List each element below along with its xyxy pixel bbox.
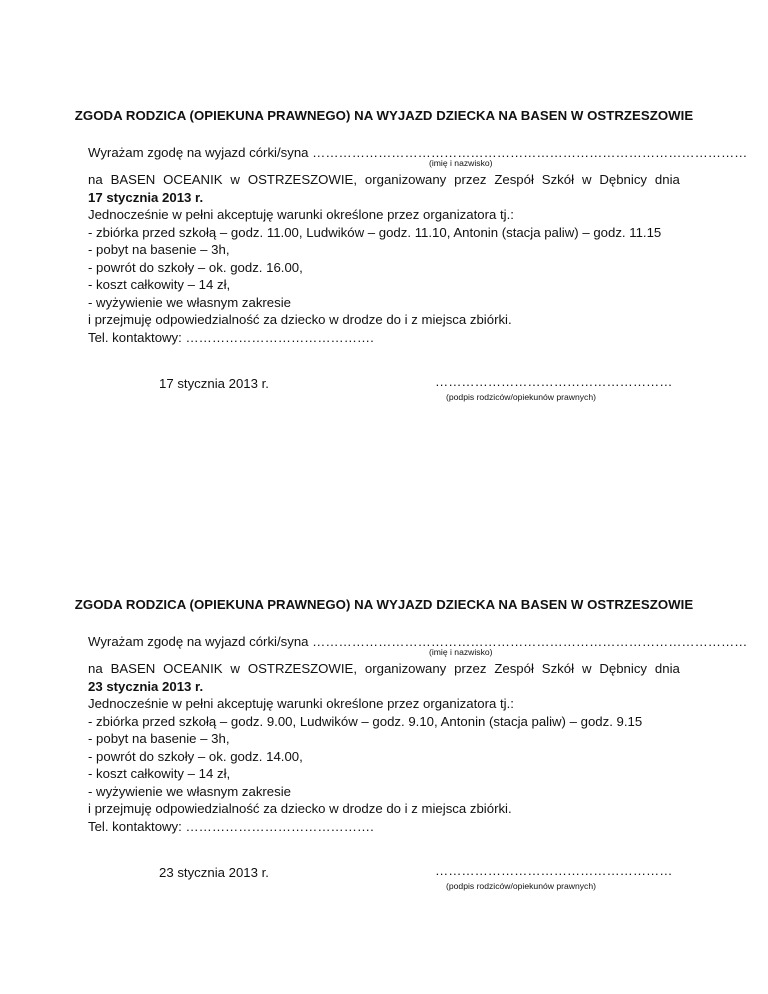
tel-line [88, 818, 680, 836]
consent-label: Wyrażam zgodę na wyjazd córki/syna [88, 145, 313, 160]
place-word: BASEN [110, 661, 156, 676]
tel-field[interactable]: ……………………………………. [185, 819, 374, 834]
name-caption: (imię i nazwisko) [429, 158, 493, 168]
condition-item: - powrót do szkoły – ok. godz. 16.00, [88, 259, 303, 275]
child-name-field[interactable]: ……………………………………………………………………………………… [312, 145, 748, 160]
condition-item: - pobyt na basenie – 3h, [88, 242, 230, 257]
place-line [88, 171, 680, 189]
tel-line [88, 329, 680, 347]
tel-field[interactable]: ……………………………………. [185, 330, 374, 345]
responsibility-line: i przejmuję odpowiedzialność za dziecko w drodze do i z miejsca zbiórki. [88, 801, 512, 816]
place-word: dnia [654, 172, 680, 187]
place-word: OSTRZESZOWIE, [247, 661, 358, 676]
place-word: przez [454, 172, 487, 187]
form-title: ZGODA RODZICA (OPIEKUNA PRAWNEGO) NA WYJAZD DZIECKA NA BASEN W OSTRZESZOWIE [74, 597, 694, 612]
condition-item: - zbiórka przed szkołą – godz. 11.00, Ludwików – godz. 11.10, Antonin (stacja paliw) – godz. 11.15 [88, 224, 662, 240]
place-line [88, 660, 680, 678]
child-name-field[interactable]: ……………………………………………………………………………………… [312, 634, 748, 649]
condition-item: - wyżywienie we własnym zakresie [88, 783, 291, 799]
place-word: Dębnicy [599, 661, 648, 676]
place-word: w [581, 661, 592, 676]
form-body [88, 660, 680, 818]
place-word: organizowany [364, 172, 447, 187]
name-caption: (imię i nazwisko) [429, 647, 493, 657]
condition-item: - koszt całkowity – 14 zł, [88, 277, 231, 292]
place-word: OCEANIK [163, 661, 223, 676]
place-word: dnia [654, 661, 680, 676]
tel-label: Tel. kontaktowy: [88, 330, 186, 345]
condition-item: - pobyt na basenie – 3h, [88, 731, 230, 746]
condition-item: - wyżywienie we własnym zakresie [88, 294, 291, 310]
accept-line: Jednocześnie w pełni akceptuję warunki określone przez organizatora tj.: [88, 696, 514, 711]
consent-line [88, 633, 748, 651]
signature-caption: (podpis rodziców/opiekunów prawnych) [446, 881, 596, 891]
form-body [88, 171, 680, 329]
place-word: w [230, 172, 240, 187]
place-word: w [581, 172, 592, 187]
place-word: w [230, 661, 240, 676]
place-word: przez [454, 661, 487, 676]
sign-date: 23 stycznia 2013 r. [159, 865, 269, 880]
consent-label: Wyrażam zgodę na wyjazd córki/syna [88, 634, 313, 649]
place-word: Zespół [494, 172, 534, 187]
form-title: ZGODA RODZICA (OPIEKUNA PRAWNEGO) NA WYJAZD DZIECKA NA BASEN W OSTRZESZOWIE [74, 108, 694, 123]
place-word: OSTRZESZOWIE, [247, 172, 358, 187]
place-word: Dębnicy [599, 172, 648, 187]
condition-item: - zbiórka przed szkołą – godz. 9.00, Ludwików – godz. 9.10, Antonin (stacja paliw) – godz. 9.15 [88, 713, 643, 729]
accept-line: Jednocześnie w pełni akceptuję warunki określone przez organizatora tj.: [88, 207, 514, 222]
signature-caption: (podpis rodziców/opiekunów prawnych) [446, 392, 596, 402]
responsibility-line: i przejmuję odpowiedzialność za dziecko w drodze do i z miejsca zbiórki. [88, 312, 512, 327]
trip-date: 23 stycznia 2013 r. [88, 678, 204, 694]
signature-field[interactable]: ……………………………………………… [435, 863, 673, 878]
tel-label: Tel. kontaktowy: [88, 819, 186, 834]
place-word: na [88, 172, 103, 187]
condition-item: - koszt całkowity – 14 zł, [88, 766, 231, 781]
condition-item: - powrót do szkoły – ok. godz. 14.00, [88, 748, 303, 764]
signature-field[interactable]: ……………………………………………… [435, 374, 673, 389]
consent-line [88, 144, 748, 162]
place-word: Szkół [541, 172, 575, 187]
place-word: na [88, 661, 103, 676]
place-word: Zespół [494, 661, 534, 676]
place-word: Szkół [541, 661, 575, 676]
place-word: OCEANIK [163, 172, 223, 187]
place-word: organizowany [364, 661, 447, 676]
trip-date: 17 stycznia 2013 r. [88, 189, 204, 205]
place-word: BASEN [110, 172, 156, 187]
sign-date: 17 stycznia 2013 r. [159, 376, 269, 391]
